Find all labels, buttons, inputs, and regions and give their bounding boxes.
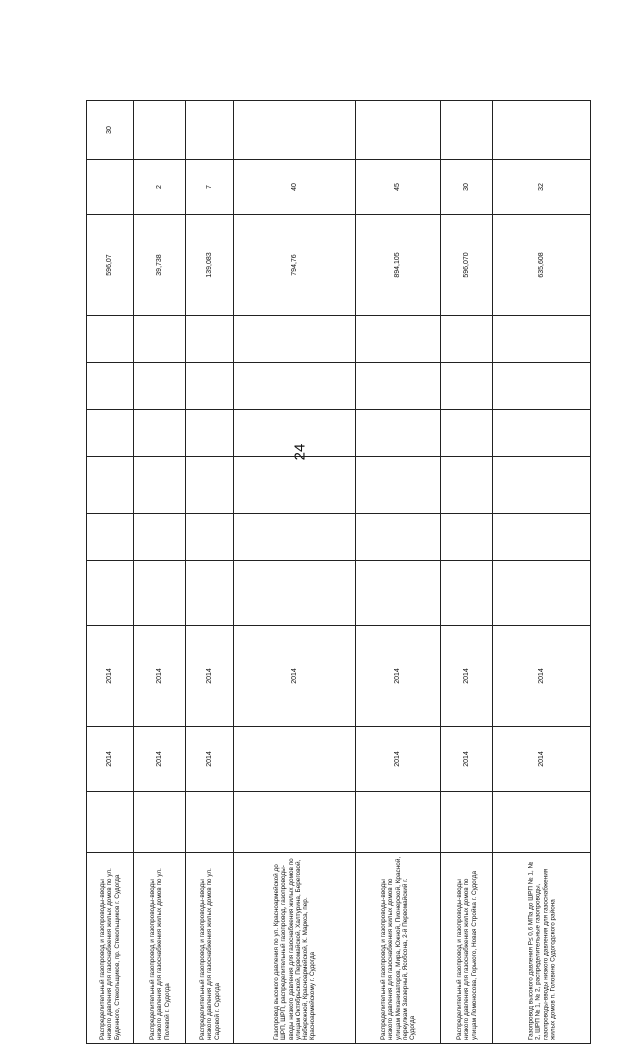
cell-empty (356, 363, 441, 410)
cell-value-a-text: 30 (462, 183, 470, 191)
cell-description-text: Распределительный газопровод и газопроводы-вводы низкого давления для газоснабжения жилых домов по ул. Буденного, Стекольщиков, пр. Стекольщиков г. Судогда (99, 868, 121, 1040)
cell-end-year-text: 2014 (537, 668, 545, 684)
table-row (87, 561, 591, 626)
cell-value-b (134, 101, 186, 160)
cell-start-year-text: 2014 (155, 751, 163, 767)
cell-empty (186, 457, 234, 514)
cell-amount-text: 894,105 (394, 252, 401, 278)
cell-description (356, 853, 441, 1044)
cell-empty (134, 363, 186, 410)
cell-description-text: Газопровод высокого давления по ул. Красноармейской до ШРП, ШРП, распределительный газопровод, газопроводы-вводы низкого давления для газоснабжения жилых домов по улицам Октябрьской, Первомайской, Халтурина, Береговой, Набережной, Красноармейской, К. Маркса, пер. Красноармейскому г. Судогда (272, 858, 317, 1040)
investment-table (86, 100, 591, 1044)
cell-empty (356, 561, 441, 626)
cell-empty (87, 792, 134, 853)
cell-description-text: Газопровод высокого давления Р≤ 0,6 МПа до ШРП № 1, № 2, ШРП № 1, № 2, распределительные газопроводы, газопроводы-вводы низкого давления для газоснабжения жилых домов п. Головино Судогодского района (526, 861, 556, 1040)
cell-empty (493, 316, 591, 363)
cell-value-b (441, 101, 493, 160)
cell-end-year (134, 626, 186, 727)
cell-value-a-text: 45 (394, 183, 401, 191)
table-row (87, 160, 591, 215)
cell-empty (134, 316, 186, 363)
cell-empty (234, 363, 356, 410)
cell-value-b (234, 101, 356, 160)
cell-end-year-text: 2014 (106, 668, 113, 684)
cell-empty (134, 561, 186, 626)
cell-end-year-text: 2014 (462, 668, 470, 684)
cell-empty (441, 792, 493, 853)
cell-amount (87, 215, 134, 316)
cell-description (441, 853, 493, 1044)
table-row (87, 514, 591, 561)
cell-empty (356, 792, 441, 853)
cell-end-year-text: 2014 (205, 668, 213, 684)
cell-amount-text: 635,608 (537, 252, 545, 278)
cell-amount-text: 596,070 (462, 252, 470, 278)
cell-amount (186, 215, 234, 316)
cell-empty (134, 457, 186, 514)
table-row (87, 215, 591, 316)
cell-value-a-text: 2 (155, 185, 163, 189)
table-row (87, 853, 591, 1044)
cell-amount (356, 215, 441, 316)
cell-value-b (186, 101, 234, 160)
cell-amount-text: 139,083 (205, 252, 213, 278)
cell-value-a (234, 160, 356, 215)
cell-amount (441, 215, 493, 316)
cell-description-text: Распределительный газопровод и газопроводы-вводы низкого давления для газоснабжения жилых домов по ул. Полевой г. Судогда (148, 868, 171, 1040)
cell-start-year (234, 727, 356, 792)
cell-value-a (356, 160, 441, 215)
cell-empty (493, 363, 591, 410)
cell-value-a (493, 160, 591, 215)
cell-amount-text: 596,07 (106, 254, 113, 276)
cell-value-a (441, 160, 493, 215)
cell-start-year (186, 727, 234, 792)
cell-empty (87, 561, 134, 626)
cell-empty (441, 514, 493, 561)
cell-description (87, 853, 134, 1044)
cell-value-b (87, 101, 134, 160)
cell-empty (186, 514, 234, 561)
cell-amount (234, 215, 356, 316)
cell-empty (234, 410, 356, 457)
cell-start-year (441, 727, 493, 792)
cell-value-a-text: 32 (537, 183, 545, 191)
cell-empty (441, 457, 493, 514)
cell-value-a (134, 160, 186, 215)
cell-amount-text: 794,76 (290, 254, 298, 276)
cell-start-year-text: 2014 (537, 751, 545, 767)
table-row (87, 626, 591, 727)
cell-amount-text: 39,738 (155, 254, 163, 276)
cell-end-year (493, 626, 591, 727)
cell-value-a-text: 40 (290, 183, 298, 191)
cell-empty (87, 457, 134, 514)
cell-amount (493, 215, 591, 316)
cell-amount (134, 215, 186, 316)
table-row (87, 727, 591, 792)
cell-end-year-text: 2014 (290, 668, 298, 684)
table-row (87, 101, 591, 160)
cell-empty (186, 363, 234, 410)
cell-empty (356, 316, 441, 363)
cell-description (234, 853, 356, 1044)
cell-empty (234, 561, 356, 626)
cell-empty (493, 514, 591, 561)
cell-end-year (441, 626, 493, 727)
cell-value-b (356, 101, 441, 160)
table-row (87, 363, 591, 410)
cell-end-year (356, 626, 441, 727)
cell-empty (87, 410, 134, 457)
cell-start-year (356, 727, 441, 792)
cell-start-year-text: 2014 (106, 751, 113, 767)
cell-end-year-text: 2014 (394, 668, 401, 684)
table-row (87, 410, 591, 457)
cell-description-text: Распределительный газопровод и газопроводы-вводы низкого давления для газоснабжения жилых домов по ул. Садовой г. Судогда (198, 868, 221, 1040)
cell-empty (234, 457, 356, 514)
cell-value-a-text: 7 (205, 185, 213, 189)
cell-empty (493, 792, 591, 853)
cell-end-year (186, 626, 234, 727)
cell-empty (441, 316, 493, 363)
table-row (87, 457, 591, 514)
page-number: 24 (291, 443, 309, 461)
cell-end-year (87, 626, 134, 727)
cell-empty (356, 457, 441, 514)
cell-empty (134, 514, 186, 561)
cell-value-b-text: 30 (106, 126, 113, 134)
cell-empty (87, 514, 134, 561)
cell-empty (356, 410, 441, 457)
cell-empty (234, 792, 356, 853)
cell-start-year-text: 2014 (462, 751, 470, 767)
cell-empty (441, 363, 493, 410)
cell-start-year (134, 727, 186, 792)
cell-empty (186, 561, 234, 626)
cell-value-b (493, 101, 591, 160)
cell-empty (87, 363, 134, 410)
cell-end-year (234, 626, 356, 727)
cell-empty (234, 514, 356, 561)
cell-start-year (493, 727, 591, 792)
cell-empty (356, 514, 441, 561)
cell-start-year-text: 2014 (394, 751, 401, 767)
cell-empty (441, 410, 493, 457)
cell-empty (493, 457, 591, 514)
cell-value-a (186, 160, 234, 215)
table-row (87, 792, 591, 853)
cell-description (134, 853, 186, 1044)
cell-empty (134, 792, 186, 853)
cell-description-text: Распределительный газопровод и газопроводы-вводы низкого давления для газоснабжения жилых домов по улицам Ломоносова, Горького, Новая Стройка г. Судогда (455, 870, 478, 1040)
table-row (87, 316, 591, 363)
cell-empty (493, 410, 591, 457)
cell-start-year (87, 727, 134, 792)
cell-start-year-text: 2014 (205, 751, 213, 767)
cell-empty (134, 410, 186, 457)
cell-empty (186, 410, 234, 457)
cell-end-year-text: 2014 (155, 668, 163, 684)
cell-value-a (87, 160, 134, 215)
cell-description-text: Распределительный газопровод и газопроводы-вводы низкого давления для газоснабжения жилых домов по улицам Механизаторов, Мира, Южной, Пионерской, Красной, переулкам Заозерный, Ясобсона, 2-й Первомайский г. Судогда (379, 856, 416, 1040)
cell-empty (186, 316, 234, 363)
cell-empty (493, 561, 591, 626)
cell-empty (186, 792, 234, 853)
cell-empty (441, 561, 493, 626)
cell-description (493, 853, 591, 1044)
cell-empty (87, 316, 134, 363)
cell-description (186, 853, 234, 1044)
cell-empty (234, 316, 356, 363)
